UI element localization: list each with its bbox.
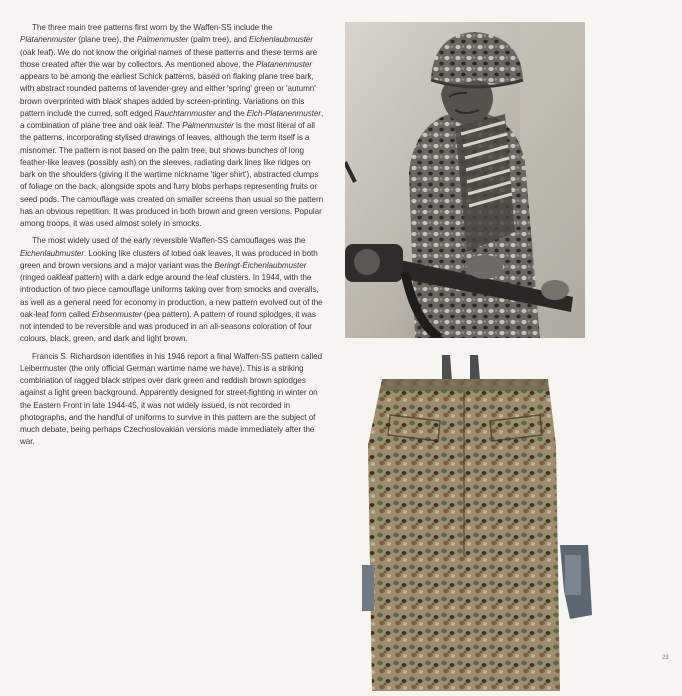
italic-term: Beringt-Eichenlaubmuster [214, 260, 307, 270]
trousers-photo [360, 355, 594, 691]
text-run: . Looking like clusters of lobed oak leaves, it was produced in both green and brown versions and a major variant was the [20, 248, 318, 270]
body-paragraph [20, 22, 326, 230]
body-paragraph [20, 235, 326, 345]
italic-term: Eich-Platanenmuster [246, 108, 321, 118]
page-number: 23 [662, 655, 669, 661]
text-run: is the most literal of all the patterns, incorporating stylised drawings of leaves, although the term itself is a misnomer. The pattern is not based on the palm tree, but shows bunches of long feather-like leaves (possibly ash) on the sleeves, radiating dark lines like ridges on bark on the shoulders (giving it the wartime nickname 'tiger shirt'), abstracted clumps of foliage on the back, alongside spots and furry blobs perhaps representing fruits or seed pods. The camouflage was created on smaller screens than usual so the pattern has an obvious repetition. It was produced in both brown and green versions. Popular among troops, it was used almost solely in smocks. [20, 121, 324, 228]
trousers-photo-illustration [360, 355, 594, 691]
italic-term: Eichenlaubmuster [249, 35, 314, 45]
text-run: The three main tree patterns first worn by the Waffen-SS include the [32, 23, 273, 32]
italic-term: Eichenlaubmuster [20, 248, 84, 258]
text-run: (pea pattern). A pattern of round splodges, it was not intended to be reversible and was produced in an all-seasons coloration of four colours, black, green, and dark and light brown. [20, 309, 316, 344]
italic-term: Palmenmuster [136, 35, 189, 45]
soldier-photo-illustration [345, 22, 585, 338]
italic-term: Platanenmuster [256, 59, 313, 69]
text-run: Francis S. Richardson identifies in his 1946 report a final Waffen-SS pattern called Leibermuster (the only official German wartime name we have). This is a striking combination of ragged black stripes over dark green and reddish brown splodges against a light green background. Apparently designed for street-fighting in winter on the Eastern Front in late 1944-45, it was not widely issued, is not recorded in photographs, and the handful of uniforms to survive in this pattern are the subject of much debate, being perhaps Czechoslovakian versions made immediately after the war. [20, 351, 323, 447]
italic-term: Rauchtarnmuster [154, 108, 216, 118]
text-run: , a combination of plane tree and oak leaf. The [20, 108, 324, 130]
soldier-photo [345, 22, 585, 338]
text-run: (palm tree), and [188, 35, 250, 45]
text-run: (ringed oakleaf pattern) with a dark edge around the leaf clusters. In 1944, with the introduction of two piece camouflage uniforms taking over from smocks and overalls, as well as a general need for economy in production, a new pattern evolved out of the oak-leaf form called [20, 273, 323, 319]
text-run: (plane tree), the [76, 35, 137, 45]
text-run: and the [215, 108, 247, 118]
article-body [20, 22, 326, 454]
italic-term: Palmenmuster [182, 121, 234, 130]
text-run: (oak leaf). We do not know the original names of these patterns and these terms are those created after the war by collectors. As mentioned above, the [20, 47, 318, 69]
text-run: The most widely used of the early reversible Waffen-SS camouflages was the [32, 236, 306, 246]
body-paragraph [20, 351, 326, 449]
italic-term: Platanenmuster [20, 35, 76, 45]
italic-term: Erbsenmuster [91, 309, 142, 319]
text-run: appears to be among the earliest Schick patterns, based on flaking plane tree bark, with abstract rounded patterns of lavender-grey and either 'spring' green or 'autumn' brown overprinted with black shapes added by screen-printing. Variations on this pattern include the curred, soft edged [20, 72, 316, 118]
